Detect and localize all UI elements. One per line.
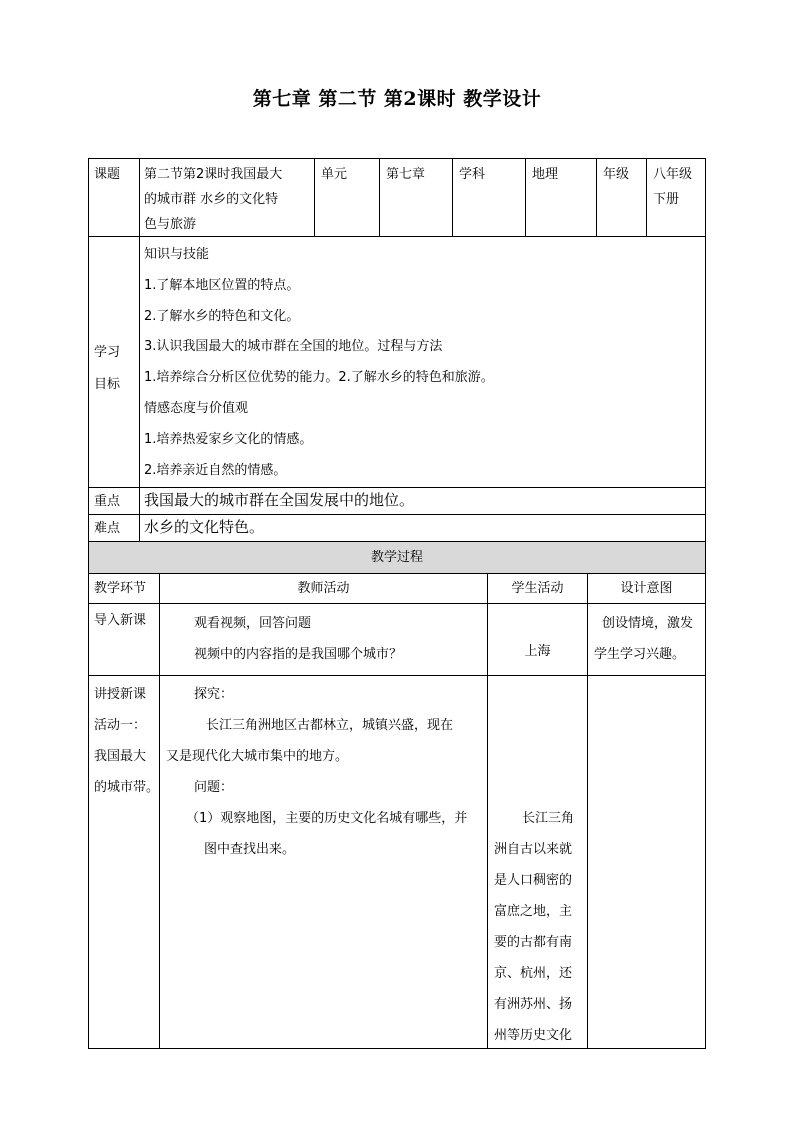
table-rule: [88, 573, 706, 574]
table-rule-vertical: [314, 158, 315, 236]
objective-line: 2.了解水乡的特色和文化。: [144, 308, 300, 324]
objective-line: 情感态度与价值观: [144, 400, 249, 416]
table-rule-vertical: [159, 573, 160, 1049]
intro-teacher: [194, 608, 402, 670]
lesson-student: [494, 803, 574, 1051]
nianji-value-line: 八年级: [653, 167, 693, 182]
lesson-student-line: 州等历史文化: [494, 1028, 573, 1043]
lesson-student-line: 长江三角: [522, 811, 575, 826]
table-border-bottom: [88, 1048, 706, 1049]
objectives-content: [144, 240, 494, 486]
objectives-label: [94, 337, 120, 401]
column-header-teacher: 教师活动: [297, 581, 350, 596]
nianji-value: [653, 162, 692, 212]
column-header-student: 学生活动: [511, 581, 564, 596]
nianji-label: 年级: [603, 167, 630, 182]
xueke-label: 学科: [459, 167, 486, 182]
intro-student: 上海: [524, 644, 551, 659]
intro-teacher-line: 观看视频，回答问题: [194, 616, 312, 631]
keti-value-line: 的城市群 水乡的文化特: [144, 192, 279, 207]
zhongdian-value: 我国最大的城市群在全国发展中的地位。: [144, 491, 415, 509]
column-header-stage: 教学环节: [94, 581, 147, 596]
xueke-value: 地理: [532, 167, 559, 182]
lesson-stage-line: 讲授新课: [94, 687, 147, 702]
lesson-student-line: 是人口稠密的: [494, 873, 573, 888]
keti-value: [144, 162, 282, 237]
lesson-teacher-line: 长江三角洲地区古都林立，城镇兴盛，现在: [206, 718, 454, 733]
objectives-label-line: 目标: [94, 377, 121, 392]
process-header: 教学过程: [370, 550, 423, 565]
intro-intent-line: 学生学习兴趣。: [594, 647, 686, 662]
nianji-value-line: 下册: [653, 192, 680, 207]
table-rule-vertical: [379, 158, 380, 236]
intro-intent: [594, 608, 693, 670]
lesson-student-line: 京、杭州，还: [494, 966, 573, 981]
zhongdian-label: 重点: [94, 494, 121, 509]
objective-line: 3.认识我国最大的城市群在全国的地位。过程与方法: [144, 339, 443, 355]
column-header-intent: 设计意图: [620, 581, 673, 596]
lesson-student-line: 洲自古以来就: [494, 842, 573, 857]
objective-line: 知识与技能: [144, 247, 210, 262]
page-title: 第七章 第二节 第2课时 教学设计: [252, 88, 542, 110]
lesson-stage-line: 我国最大: [94, 749, 147, 764]
lesson-student-line: 富庶之地，主: [494, 904, 573, 919]
table-border-right: [705, 158, 706, 1049]
lesson-teacher-line: 又是现代化大城市集中的地方。: [166, 749, 349, 764]
objective-line: 1.了解本地区位置的特点。: [144, 277, 300, 293]
keti-value-line: 第二节第2课时我国最大: [144, 167, 283, 182]
lesson-teacher-line: （1）观察地图，主要的历史文化名城有哪些，并: [186, 811, 468, 826]
keti-value-line: 色与旅游: [144, 217, 197, 232]
danyuan-label: 单元: [321, 167, 348, 182]
table-border-left: [88, 158, 89, 1049]
table-rule-vertical: [587, 573, 588, 1049]
intro-teacher-line: 视频中的内容指的是我国哪个城市？: [194, 647, 403, 662]
lesson-stage-line: 活动一：: [94, 718, 147, 733]
lesson-teacher-line: 问题：: [194, 780, 234, 795]
objectives-label-line: 学习: [94, 345, 121, 360]
table-rule-vertical: [596, 158, 597, 236]
nandian-value: 水乡的文化特色。: [144, 518, 265, 536]
table-rule-vertical: [525, 158, 526, 236]
lesson-teacher-line: 图中查找出来。: [204, 842, 296, 857]
lesson-stage-line: 的城市带。: [94, 780, 160, 795]
intro-stage: 导入新课: [94, 613, 147, 628]
objective-line: 2.培养亲近自然的情感。: [144, 462, 287, 478]
lesson-teacher: [166, 679, 467, 865]
table-rule-vertical: [646, 158, 647, 236]
table-rule-vertical: [452, 158, 453, 236]
objective-line: 1.培养综合分析区位优势的能力。2.了解水乡的特色和旅游。: [144, 370, 494, 386]
lesson-student-line: 有洲苏州、扬: [494, 997, 573, 1012]
lesson-teacher-line: 探究：: [194, 687, 234, 702]
table-rule: [88, 603, 706, 604]
nandian-label: 难点: [94, 521, 121, 536]
intro-intent-line: 创设情境，激发: [602, 616, 694, 631]
table-rule: [88, 541, 706, 542]
table-rule: [88, 675, 706, 676]
table-border-top: [88, 158, 706, 159]
lesson-student-line: 要的古都有南: [494, 935, 573, 950]
keti-label: 课题: [94, 167, 121, 182]
table-rule-vertical: [139, 158, 140, 542]
lesson-stage: [94, 679, 159, 803]
objective-line: 1.培养热爱家乡文化的情感。: [144, 431, 313, 447]
danyuan-value: 第七章: [386, 167, 426, 182]
